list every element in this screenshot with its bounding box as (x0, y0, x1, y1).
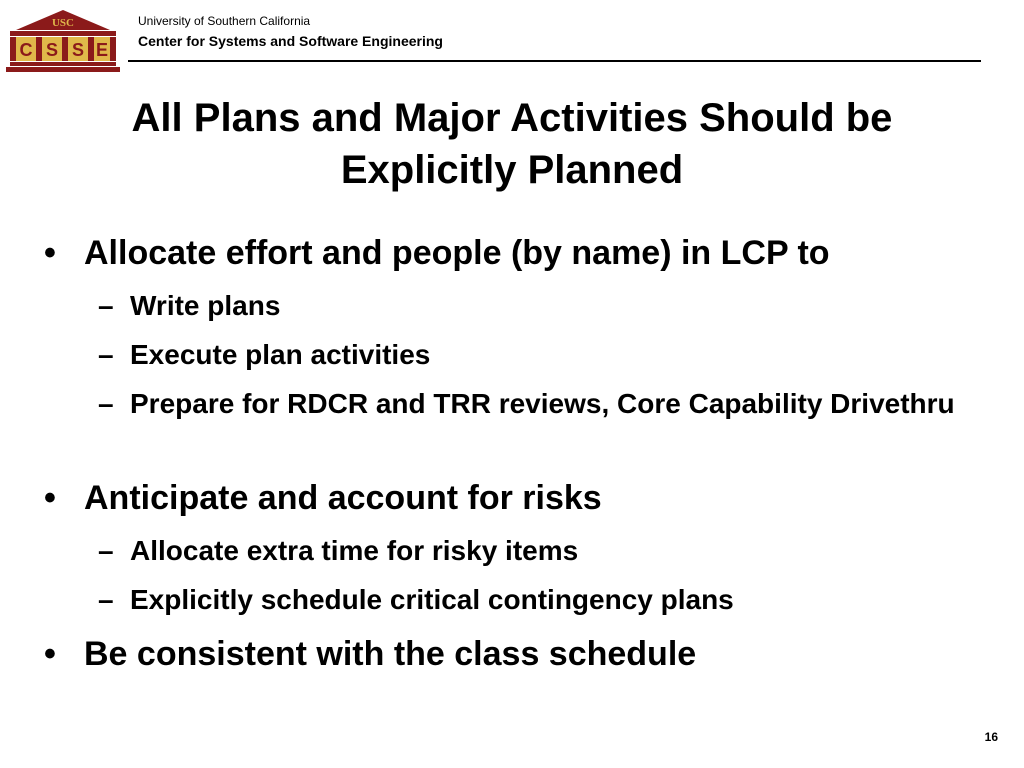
center-name: Center for Systems and Software Engineering (138, 33, 443, 49)
bullet-text: Anticipate and account for risks (84, 479, 602, 517)
sub-bullet-item (98, 336, 984, 374)
logo-usc-text: USC (51, 17, 75, 29)
sub-bullet-item (98, 287, 984, 325)
sub-bullet-text: Prepare for RDCR and TRR reviews, Core Capability Drivethru (130, 388, 955, 419)
title-line-2: Explicitly Planned (340, 148, 684, 192)
bullet-mark: • (44, 635, 56, 673)
sub-bullet-item (98, 385, 984, 423)
sub-bullet-text: Explicitly schedule critical contingency plans (130, 584, 734, 615)
bullet-item (44, 634, 984, 674)
dash-mark: – (98, 388, 114, 419)
sub-bullet-text: Execute plan activities (130, 339, 431, 370)
university-name: University of Southern California (138, 14, 311, 28)
sub-bullet-text: Allocate extra time for risky items (130, 535, 579, 566)
logo-letter: S (45, 40, 59, 60)
title-line-1: All Plans and Major Activities Should be (131, 96, 893, 140)
bullet-text: Allocate effort and people (by name) in LCP to (84, 234, 830, 272)
bullet-mark: • (44, 234, 56, 272)
sub-bullet-text: Write plans (130, 290, 281, 321)
bullet-item (44, 478, 984, 518)
dash-mark: – (98, 584, 114, 615)
sub-bullet-item (98, 581, 984, 619)
bullet-mark: • (44, 479, 56, 517)
dash-mark: – (98, 535, 114, 566)
bullet-item (44, 233, 984, 273)
logo-letter: C (19, 40, 33, 60)
logo-letter: E (95, 40, 109, 60)
page-number: 16 (984, 730, 998, 744)
logo-letter: S (71, 40, 85, 60)
sub-bullet-item (98, 532, 984, 570)
bullet-text: Be consistent with the class schedule (84, 635, 697, 673)
dash-mark: – (98, 290, 114, 321)
dash-mark: – (98, 339, 114, 370)
